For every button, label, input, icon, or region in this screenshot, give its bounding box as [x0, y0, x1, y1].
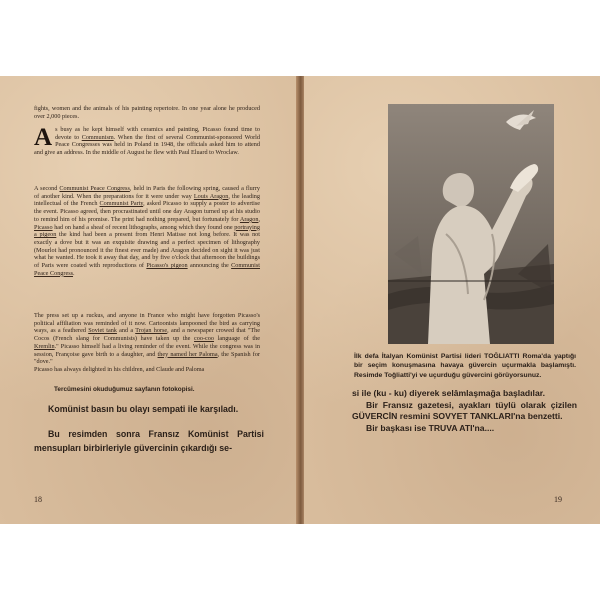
- underlined-term: Communist Party: [99, 200, 144, 208]
- paragraph-text: , the Spanish for "dove.": [34, 350, 260, 366]
- left-page-continuation: [34, 105, 260, 120]
- left-page: [0, 76, 298, 524]
- paragraph-ceramics: [34, 126, 260, 157]
- right-page: [304, 76, 600, 524]
- last-line: Picasso has always delighted in his children, and Claude and Paloma: [34, 365, 205, 373]
- underlined-term: Aragon: [239, 215, 259, 223]
- underlined-term: Picasso: [34, 223, 53, 231]
- page-number-right: 19: [554, 495, 562, 504]
- paragraph-text: had on hand a sheaf of recent lithographs, among which they found one: [52, 223, 235, 231]
- paragraph-text: . When the first of several Communist-sponsored World Peace Congresses was held in Poland in 1948, the officials asked him to attend and give an address. In the middle of August he flew with Paul Eluard to Wroclaw.: [34, 133, 260, 157]
- turkish-line: si ile (ku - ku) diyerek selâmlaşmağa başladılar.: [352, 388, 545, 398]
- paragraph-text: announcing the: [187, 262, 232, 270]
- book-spread: [0, 76, 600, 524]
- continuation-text: fights, women and the animals of his painting repertoire. In one year alone he produced over 2,000 pieces.: [34, 105, 260, 120]
- turkish-text-left: [34, 402, 264, 466]
- underlined-term: portraying a pigeon: [34, 223, 260, 239]
- togliatti-dove-photo: [388, 104, 554, 344]
- paragraph-press-ruckus: [34, 312, 260, 374]
- paragraph-text: and a: [116, 327, 136, 335]
- paragraph-text: , the leading intellectual of the French: [34, 192, 260, 208]
- paragraph-text: language of the: [213, 335, 260, 343]
- turkish-text-right: [352, 388, 577, 434]
- paragraph-text: .: [73, 269, 75, 277]
- paragraph-text: s busy as he kept himself with ceramics and painting, Picasso found time to devote to: [55, 126, 260, 141]
- paragraph-text: ." Picasso himself had a living reminder of the event. While the congress was in session, Françoise gave birth to a daughter, and: [34, 342, 260, 358]
- underlined-term: Communist Peace Congress: [34, 262, 260, 277]
- drop-cap: A: [34, 124, 53, 151]
- underlined-term: they named her Paloma: [157, 350, 218, 358]
- turkish-line: Bir Fransız gazetesi, ayakları tüylü olarak çizilen GÜVERCİN resmini SOVYET TANKLARI'na benzetti.: [352, 399, 577, 421]
- photo-illustration: [388, 104, 554, 344]
- paragraph-peace-congress: [34, 185, 260, 277]
- underlined-term: Kremlin: [34, 342, 55, 350]
- paragraph-text: The press set up a ruckus, and anyone in France who might have forgotten Picasso's political affiliation was reminded of it now. Cartoonists lampooned the bird as carrying ways, as a feathered: [34, 312, 260, 335]
- paragraph-text: ,: [258, 215, 260, 223]
- paragraph-text: , asked Picasso to supply a poster to advertise the event. Picasso agreed, then procrastinated until one day Aragon turned up at his studio to remind him of his promise. The print had nothing prepared, but fortunately for: [34, 200, 260, 223]
- paragraph-text: the kind had been a present from Henri Matisse not long before. It was not exactly a dove but it was an exquisite drawing and a perfect specimen of lithography (Mourlot had pronounced it the finest ever made) and Aragon decided on sight it was just what he wanted. He took it away that day, and by five o'clock that afternoon the buildings of Paris were coated with reproductions of: [34, 231, 261, 270]
- underlined-term: Communist Peace Congress: [59, 185, 130, 192]
- underlined-term: Louis Aragon: [193, 192, 229, 200]
- page-number-left: 18: [34, 495, 42, 504]
- underlined-term: Soviet tank: [88, 327, 117, 335]
- turkish-paragraph: Komünist basın bu olayı sempati ile karşıladı.: [48, 404, 239, 414]
- underlined-term: Picasso's pigeon: [146, 262, 188, 270]
- underlined-term: Communism: [81, 133, 114, 141]
- photo-caption: İlk defa İtalyan Komünist Partisi lideri TOĞLIATTI Roma'da yaptığı bir seçim konuşmasına havaya güvercin uçurmakla başlamıştı. Resimde Toğliatti'yi ve uçurduğu güvercini görüyorsunuz.: [354, 353, 576, 379]
- underlined-term: Trojan horse: [135, 327, 168, 335]
- turkish-line: Bir başkası ise TRUVA ATI'na....: [366, 422, 495, 433]
- paragraph-text: A second: [34, 185, 60, 192]
- photocopy-caption: Tercümesini okuduğumuz sayfanın fotokopisi.: [54, 386, 195, 393]
- underlined-term: coo-coo: [194, 335, 214, 343]
- turkish-paragraph: Bu resimden sonra Fransız Komünist Partisi mensupları birbirleriyle güvercinin çıkardığı se-: [34, 428, 264, 453]
- paragraph-text: , held in Paris the following spring, caused a flurry of another kind. When the preparations for it were under way: [34, 185, 260, 200]
- paragraph-text: , and a newspaper crowed that "The Cocos (French slang for Communists) have taken up the: [34, 327, 260, 343]
